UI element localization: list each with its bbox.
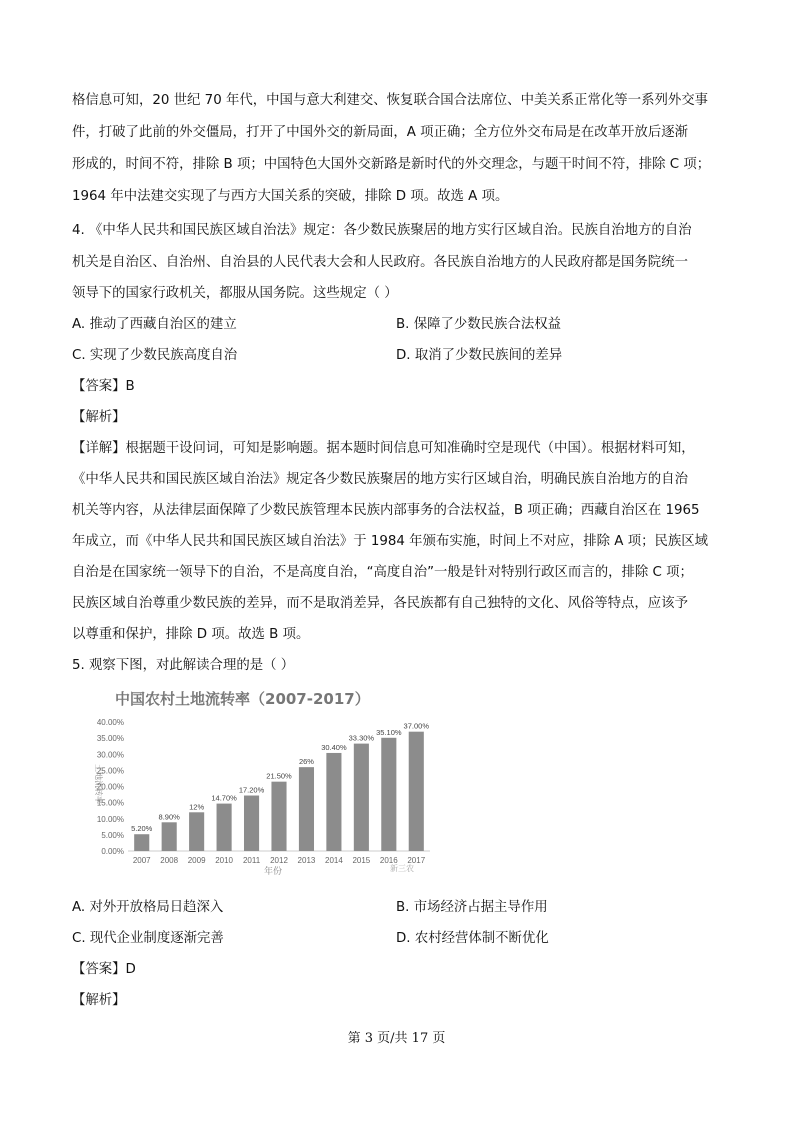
q5-analysis-label: 【解析】 bbox=[72, 993, 126, 1008]
q4-option-b[interactable]: B. 保障了少数民族合法权益 bbox=[396, 317, 561, 332]
y-tick-label: 30.00% bbox=[96, 750, 124, 760]
x-tick-label: 2012 bbox=[270, 856, 288, 865]
bar-2013 bbox=[299, 767, 314, 851]
bar-2011 bbox=[244, 796, 259, 851]
analysis-line: 格信息可知，20 世纪 70 年代，中国与意大利建交、恢复联合国合法席位、中美关系正常化等一系列外交事 bbox=[72, 93, 709, 108]
data-label: 12% bbox=[189, 802, 205, 812]
y-axis-label: 土地流转率 bbox=[94, 764, 103, 804]
data-label: 26% bbox=[298, 757, 314, 767]
q5-option-b[interactable]: B. 市场经济占据主导作用 bbox=[396, 900, 548, 915]
q4-analysis-line: 【详解】根据题干设问词，可知是影响题。据本题时间信息可知准确时空是现代（中国）。根据材料可知， bbox=[72, 441, 695, 456]
q4-analysis-line: 民族区域自治尊重少数民族的差异，而不是取消差异，各民族都有自己独特的文化、风俗等特点，应该予 bbox=[72, 596, 688, 611]
bar-2016 bbox=[381, 738, 396, 851]
q4-analysis-line: 《中华人民共和国民族区域自治法》规定各少数民族聚居的地方实行区域自治，明确民族自治地方的自治 bbox=[72, 472, 688, 487]
x-tick-label: 2016 bbox=[379, 856, 398, 865]
data-label: 35.10% bbox=[376, 727, 402, 737]
data-label: 14.70% bbox=[211, 793, 237, 803]
y-tick-label: 10.00% bbox=[96, 814, 124, 824]
x-tick-label: 2011 bbox=[242, 856, 261, 865]
q4-analysis-label: 【解析】 bbox=[72, 410, 126, 425]
q4-analysis-line: 自治是在国家统一领导下的自治，不是高度自治，“高度自治”一般是针对特别行政区而言的，排除 C 项； bbox=[72, 565, 693, 580]
q5-option-d[interactable]: D. 农村经营体制不断优化 bbox=[396, 931, 549, 946]
y-tick-label: 20.00% bbox=[96, 782, 124, 792]
data-label: 17.20% bbox=[238, 785, 265, 795]
q4-analysis-line: 以尊重和保护，排除 D 项。故选 B 项。 bbox=[72, 627, 310, 642]
data-label: 30.40% bbox=[321, 742, 347, 752]
data-label: 37.00% bbox=[403, 721, 429, 731]
y-tick-label: 5.00% bbox=[101, 830, 124, 840]
x-tick-label: 2010 bbox=[215, 856, 233, 865]
y-tick-label: 15.00% bbox=[96, 798, 124, 808]
question-4-stem: 领导下的国家行政机关，都服从国务院。这些规定（ ） bbox=[72, 286, 398, 301]
analysis-line: 形成的，时间不符，排除 B 项；中国特色大国外交新路是新时代的外交理念，与题干时间不符，排除 C 项； bbox=[72, 157, 711, 172]
data-label: 21.50% bbox=[266, 771, 292, 781]
analysis-line: 件，打破了此前的外交僵局，打开了中国外交的新局面，A 项正确；全方位外交布局是在改革开放后逐渐 bbox=[72, 125, 688, 140]
x-axis-label: 年份 bbox=[263, 866, 283, 876]
y-tick-label: 40.00% bbox=[96, 718, 124, 727]
y-tick-label: 25.00% bbox=[96, 766, 124, 776]
land-transfer-chart bbox=[90, 684, 440, 876]
data-label: 5.20% bbox=[131, 824, 153, 834]
chart-title: 中国农村土地流转率（2007-2017） bbox=[115, 690, 370, 708]
q4-option-a[interactable]: A. 推动了西藏自治区的建立 bbox=[72, 317, 237, 332]
x-tick-label: 2007 bbox=[132, 856, 151, 865]
x-tick-label: 2015 bbox=[352, 856, 371, 865]
bar-2014 bbox=[326, 753, 341, 851]
bars bbox=[128, 722, 430, 851]
bar-2017 bbox=[409, 732, 424, 851]
q4-option-d[interactable]: D. 取消了少数民族间的差异 bbox=[396, 348, 563, 363]
q4-option-c[interactable]: C. 实现了少数民族高度自治 bbox=[72, 348, 238, 363]
question-4-stem: 4. 《中华人民共和国民族区域自治法》规定：各少数民族聚居的地方实行区域自治。民族自治地方的自治 bbox=[72, 223, 692, 238]
bar-2009 bbox=[189, 812, 204, 851]
x-tick-label: 2013 bbox=[297, 856, 316, 865]
bar-2007 bbox=[134, 834, 149, 851]
bar-2010 bbox=[217, 804, 232, 851]
x-tick-label: 2009 bbox=[187, 856, 206, 865]
q4-analysis-line: 机关等内容，从法律层面保障了少数民族管理本民族内部事务的合法权益，B 项正确；西藏自治区在 1965 bbox=[72, 503, 700, 518]
question-4-stem: 机关是自治区、自治州、自治县的人民代表大会和人民政府。各民族自治地方的人民政府都是国务院统一 bbox=[72, 255, 688, 270]
bar-2012 bbox=[271, 782, 286, 851]
chart-watermark: 新三农 bbox=[390, 864, 414, 873]
bar-2008 bbox=[162, 822, 177, 851]
data-label: 33.30% bbox=[348, 733, 375, 743]
bar-2015 bbox=[354, 744, 369, 851]
y-tick-label: 35.00% bbox=[96, 734, 124, 744]
question-5-stem: 5. 观察下图，对此解读合理的是（ ） bbox=[72, 658, 295, 673]
q5-option-a[interactable]: A. 对外开放格局日趋深入 bbox=[72, 900, 224, 915]
analysis-line: 1964 年中法建交实现了与西方大国关系的突破，排除 D 项。故选 A 项。 bbox=[72, 189, 509, 204]
x-tick-label: 2014 bbox=[325, 856, 343, 865]
data-label: 8.90% bbox=[158, 812, 180, 822]
q5-option-c[interactable]: C. 现代企业制度逐渐完善 bbox=[72, 931, 224, 946]
y-tick-label: 0.00% bbox=[101, 847, 124, 856]
page-number: 第 3 页/共 17 页 bbox=[347, 1031, 446, 1046]
q4-answer: 【答案】B bbox=[72, 379, 135, 394]
x-axis-ticks bbox=[133, 856, 426, 865]
q5-answer: 【答案】D bbox=[72, 962, 136, 977]
x-tick-label: 2008 bbox=[160, 856, 179, 865]
x-tick-label: 2017 bbox=[407, 856, 426, 865]
q4-analysis-line: 年成立，而《中华人民共和国民族区域自治法》于 1984 年颁布实施，时间上不对应，排除 A 项；民族区域 bbox=[72, 534, 709, 549]
